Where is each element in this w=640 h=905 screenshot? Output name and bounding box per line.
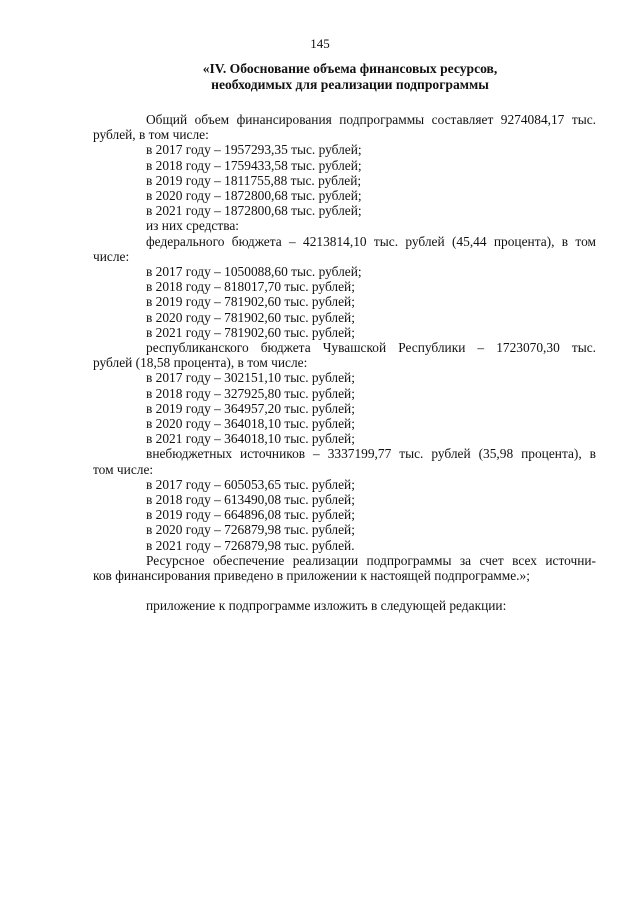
extrabudgetary-years-list xyxy=(108,477,596,553)
extrabudgetary-year-2017: в 2017 году – 605053,65 тыс. рублей; xyxy=(146,476,355,492)
federal-year-2019: в 2019 году – 781902,60 тыс. рублей; xyxy=(146,294,355,310)
total-years-list xyxy=(108,142,596,218)
document-body xyxy=(93,112,596,614)
federal-year-2017: в 2017 году – 1050088,60 тыс. рублей; xyxy=(146,264,362,280)
republican-year-2020: в 2020 году – 364018,10 тыс. рублей; xyxy=(146,416,355,432)
resource-line-2: ков финансирования приведено в приложении к настоящей подпрограмме.»; xyxy=(93,568,530,584)
total-year-2017: в 2017 году – 1957293,35 тыс. рублей; xyxy=(146,142,362,158)
republican-year-2017: в 2017 году – 302151,10 тыс. рублей; xyxy=(146,370,355,386)
federal-line-1: федерального бюджета – 4213814,10 тыс. рублей (45,44 процента), в том xyxy=(146,233,596,249)
page-number: 145 xyxy=(310,36,330,51)
federal-year-2020: в 2020 году – 781902,60 тыс. рублей; xyxy=(146,309,355,325)
republican-year-2018: в 2018 году – 327925,80 тыс. рублей; xyxy=(146,385,355,401)
federal-year-2021: в 2021 году – 781902,60 тыс. рублей; xyxy=(146,324,355,340)
extrabudgetary-year-2020: в 2020 году – 726879,98 тыс. рублей; xyxy=(146,522,355,538)
total-year-2020: в 2020 году – 1872800,68 тыс. рублей; xyxy=(146,188,362,204)
republican-line-2: рублей (18,58 процента), в том числе: xyxy=(93,355,308,371)
sources-intro: из них средства: xyxy=(146,218,240,234)
extrabudgetary-line-1: внебюджетных источников – 3337199,77 тыс. рублей (35,98 процента), в xyxy=(146,446,596,462)
republican-year-2019: в 2019 году – 364957,20 тыс. рублей; xyxy=(146,400,355,416)
heading-line-1: «IV. Обоснование объема финансовых ресурсов, xyxy=(202,61,498,76)
federal-line-2: числе: xyxy=(93,248,130,264)
total-paragraph-line-2: рублей, в том числе: xyxy=(93,127,209,143)
total-year-2018: в 2018 году – 1759433,58 тыс. рублей; xyxy=(146,157,362,173)
federal-years-list xyxy=(108,264,596,340)
paragraph-gap xyxy=(108,583,596,598)
total-year-2019: в 2019 году – 1811755,88 тыс. рублей; xyxy=(146,172,362,188)
extrabudgetary-year-2018: в 2018 году – 613490,08 тыс. рублей; xyxy=(146,492,355,508)
republican-years-list xyxy=(108,370,596,446)
extrabudgetary-year-2019: в 2019 году – 664896,08 тыс. рублей; xyxy=(146,507,355,523)
resource-line-1: Ресурсное обеспечение реализации подпрограммы за счет всех источни- xyxy=(146,552,596,568)
extrabudgetary-year-2021: в 2021 году – 726879,98 тыс. рублей. xyxy=(146,537,355,553)
total-paragraph-line-1: Общий объем финансирования подпрограммы составляет 9274084,17 тыс. xyxy=(146,112,596,127)
republican-line-1: республиканского бюджета Чувашской Республики – 1723070,30 тыс. xyxy=(146,340,596,356)
total-year-2021: в 2021 году – 1872800,68 тыс. рублей; xyxy=(146,203,362,219)
section-heading xyxy=(100,61,600,93)
republican-year-2021: в 2021 году – 364018,10 тыс. рублей; xyxy=(146,431,355,447)
heading-line-2: необходимых для реализации подпрограммы xyxy=(211,77,489,92)
extrabudgetary-line-2: том числе: xyxy=(93,461,154,477)
closing-paragraph: приложение к подпрограмме изложить в следующей редакции: xyxy=(146,598,507,614)
federal-year-2018: в 2018 году – 818017,70 тыс. рублей; xyxy=(146,279,355,295)
